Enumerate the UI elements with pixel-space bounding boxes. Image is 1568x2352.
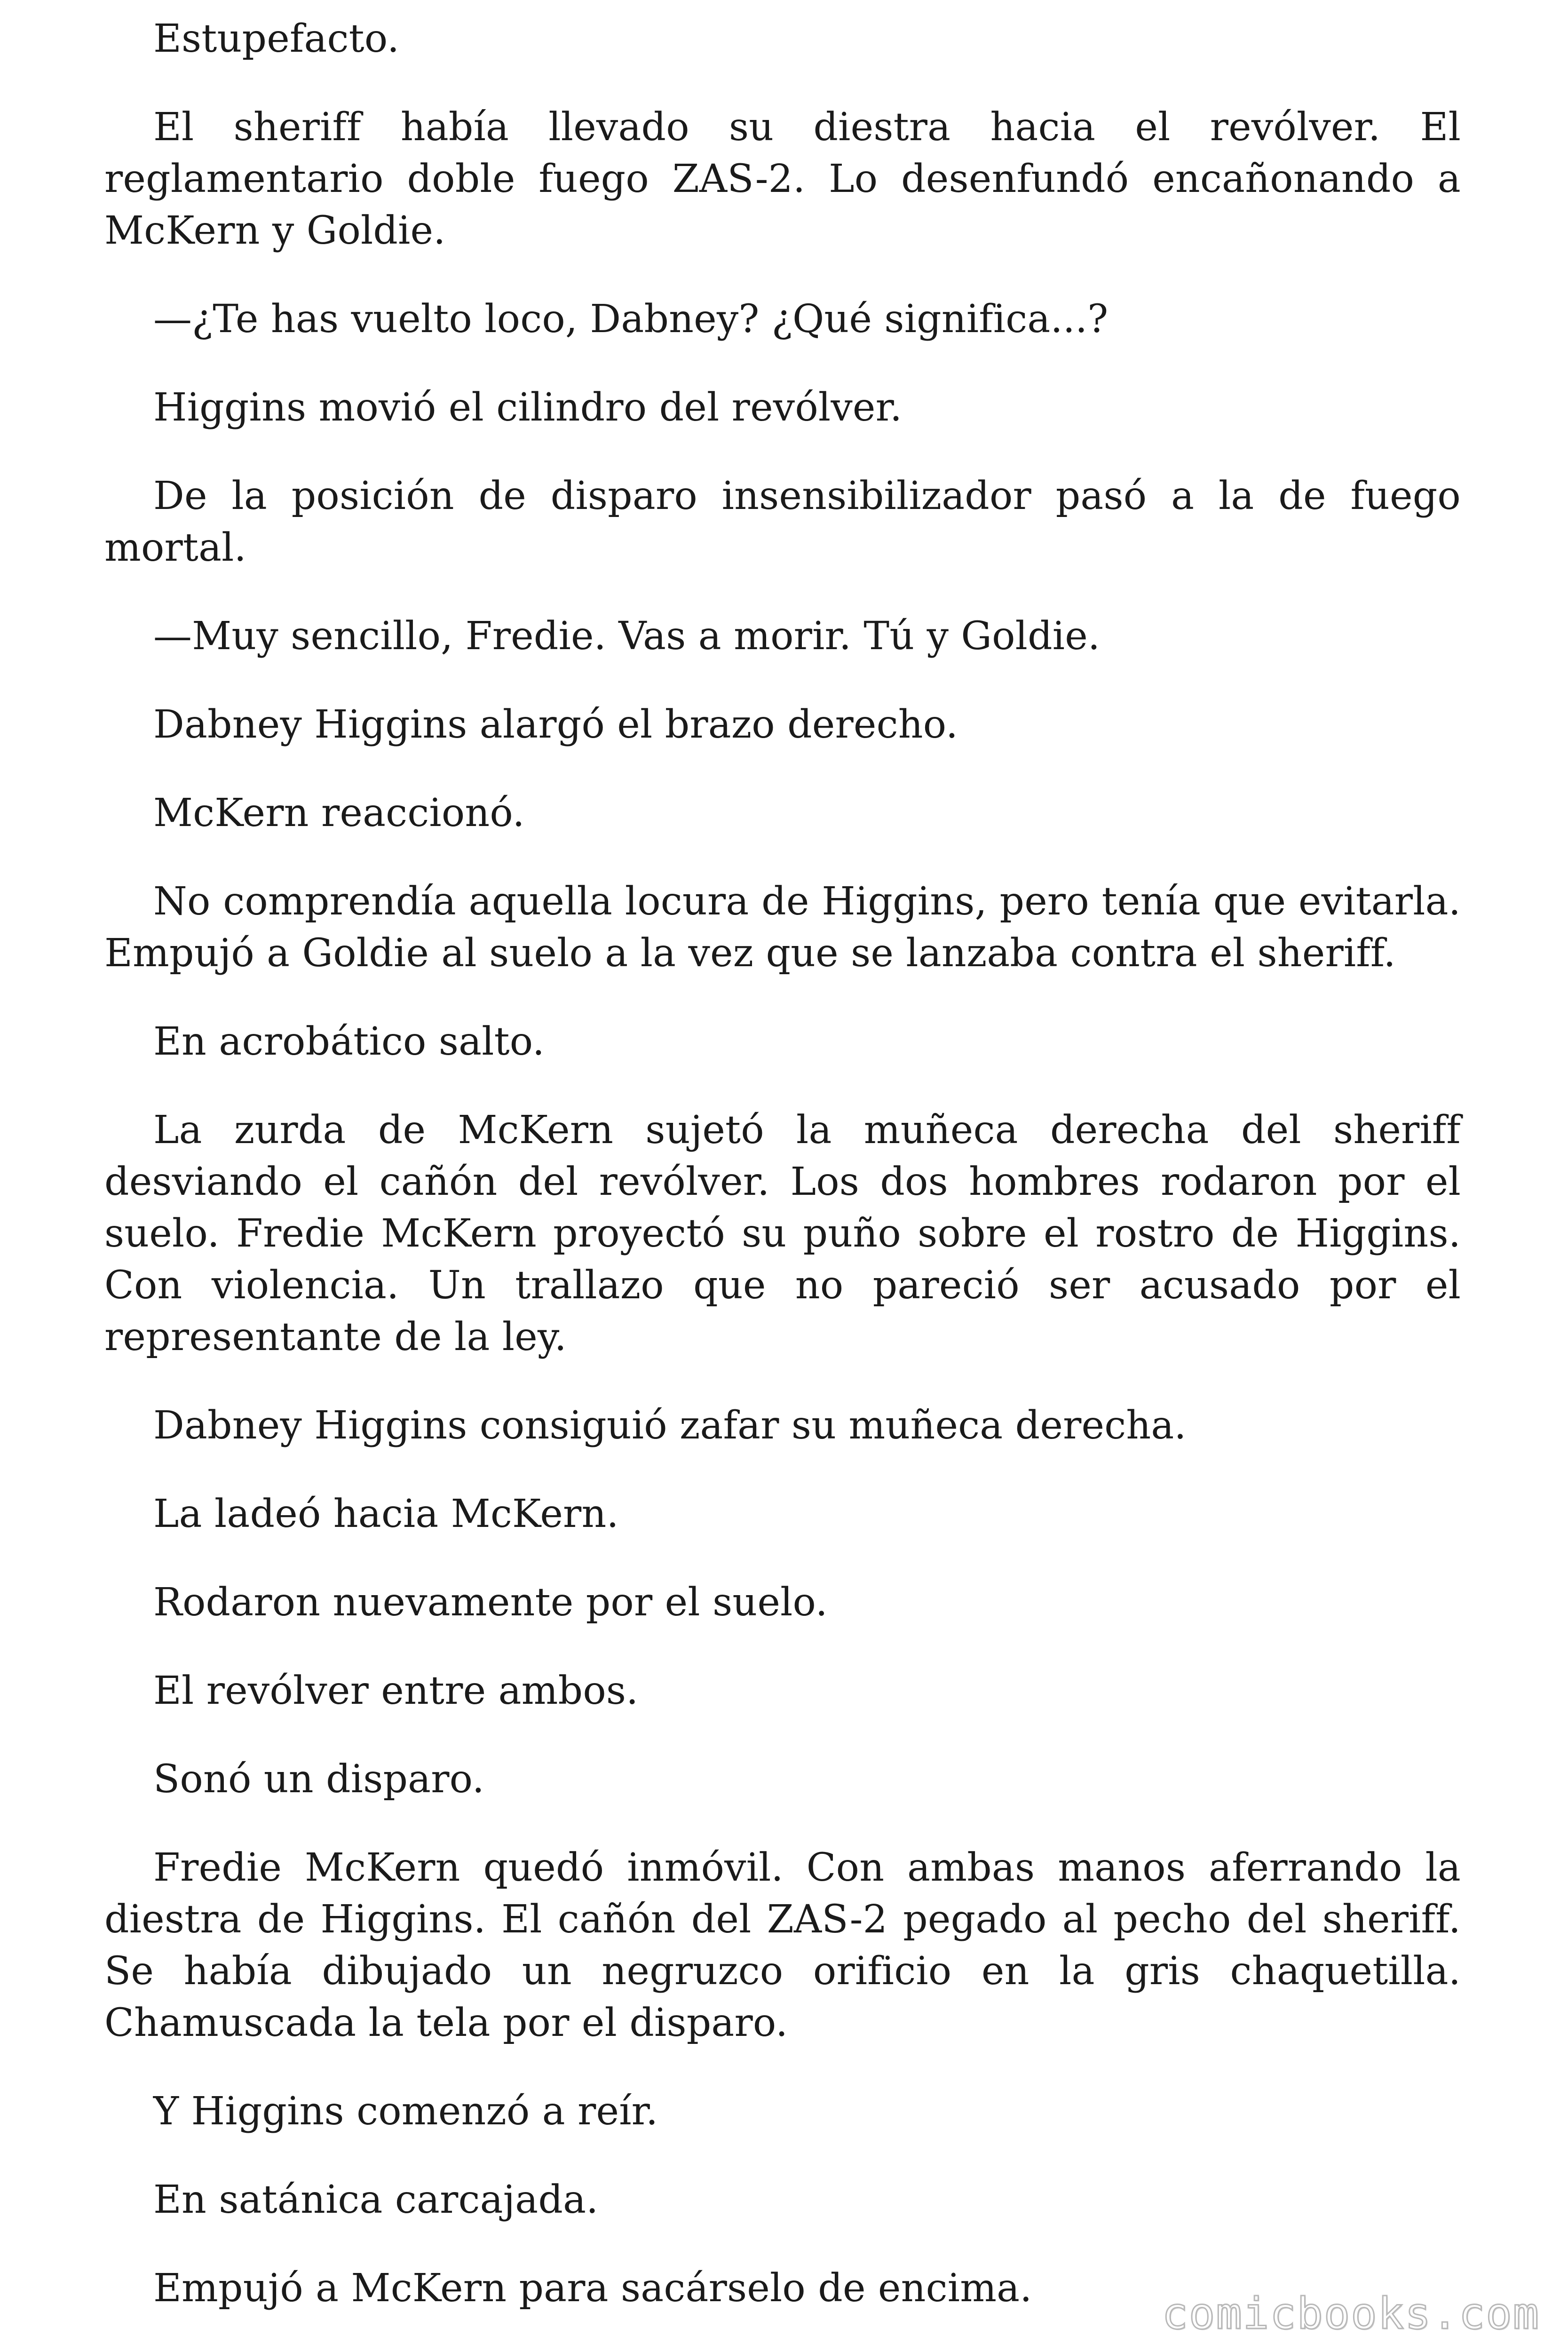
paragraph: De la posición de disparo insensibilizador pasó a la de fuego mortal. [104,474,1461,570]
paragraph: McKern reaccionó. [153,791,525,835]
paragraph: La zurda de McKern sujetó la muñeca derecha del sheriff desviando el cañón del revólver. Los dos hombres rodaron por el suelo. Fredie McKern proyectó su puño sobre el rostro de Higgins. Con violencia. Un trallazo que no pareció ser acusado por el representante de la ley. [104,1108,1461,1359]
paragraph: Y Higgins comenzó a reír. [153,2089,658,2134]
paragraph: Estupefacto. [153,16,400,61]
watermark: comicbooks.com [1162,2288,1540,2339]
paragraph: En satánica carcajada. [153,2177,599,2222]
paragraph: Higgins movió el cilindro del revólver. [153,385,903,430]
paragraph: No comprendía aquella locura de Higgins, pero tenía que evitarla. Empujó a Goldie al suelo a la vez que se lanzaba contra el sheriff. [104,879,1461,976]
paragraph: Fredie McKern quedó inmóvil. Con ambas manos aferrando la diestra de Higgins. El cañón del ZAS-2 pegado al pecho del sheriff. Se había dibujado un negruzco orificio en la gris chaquetilla. Chamuscada la tela por el disparo. [104,1845,1461,2045]
paragraph: Dabney Higgins consiguió zafar su muñeca derecha. [153,1403,1187,1448]
paragraph: —Muy sencillo, Fredie. Vas a morir. Tú y Goldie. [153,614,1101,659]
paragraph: El revólver entre ambos. [153,1669,639,1713]
paragraph: En acrobático salto. [153,1019,545,1064]
paragraph: Sonó un disparo. [153,1757,485,1802]
paragraph: Rodaron nuevamente por el suelo. [153,1580,828,1625]
paragraph: La ladeó hacia McKern. [153,1492,619,1536]
body-text [104,13,1461,2351]
paragraph: El sheriff había llevado su diestra hacia el revólver. El reglamentario doble fuego ZAS-2. Lo desenfundó encañonando a McKern y Goldie. [104,105,1461,253]
paragraph: —¿Te has vuelto loco, Dabney? ¿Qué significa...? [153,297,1109,342]
paragraph: Empujó a McKern para sacárselo de encima. [153,2266,1032,2311]
paragraph: Dabney Higgins alargó el brazo derecho. [153,702,958,747]
